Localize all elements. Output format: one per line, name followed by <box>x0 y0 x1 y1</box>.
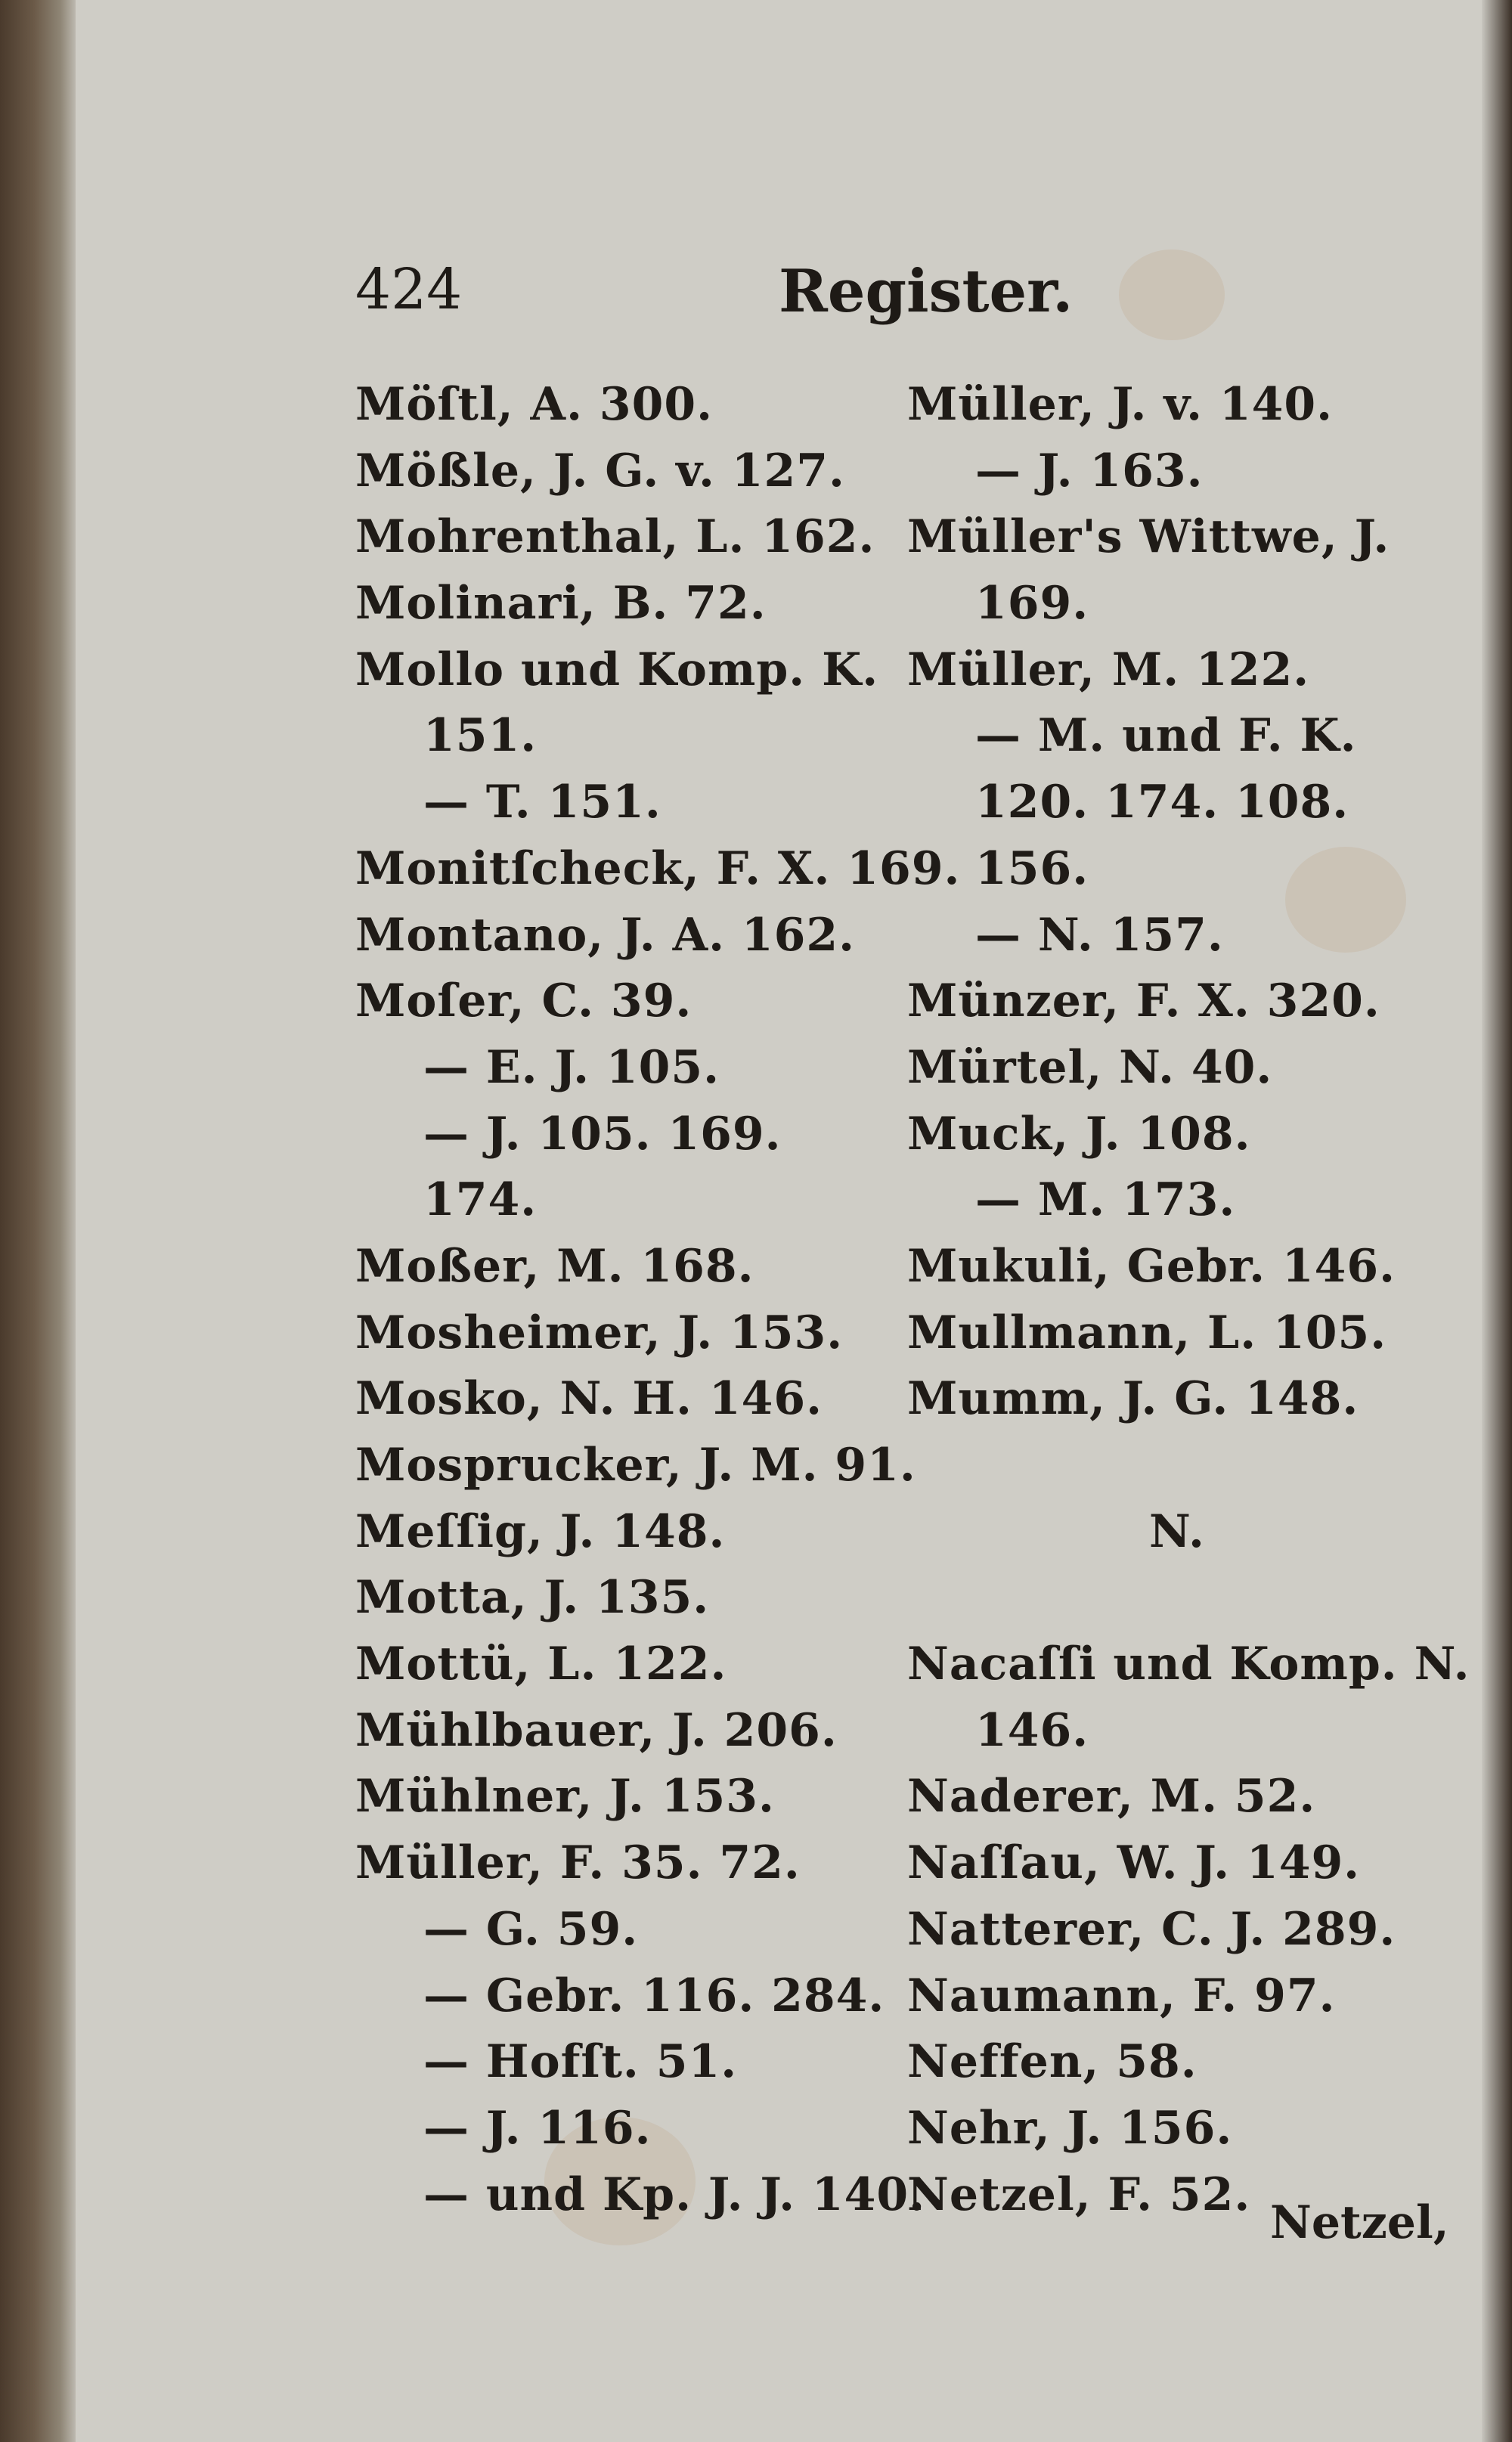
register-column-left <box>355 372 961 2228</box>
register-entry: Müller, F. 35. 72. <box>355 1836 801 1890</box>
register-entry: — G. 59. <box>423 1902 639 1956</box>
register-spacer <box>907 1565 1421 1632</box>
register-entry: 151. <box>423 709 538 763</box>
register-entry: Natterer, C. J. 289. <box>907 1902 1396 1956</box>
register-entry: Mollo und Komp. K. <box>355 643 879 696</box>
register-entry: Mößle, J. G. v. 127. <box>355 444 845 497</box>
register-entry: Müller's Wittwe, J. <box>907 510 1390 564</box>
register-entry: — Gebr. 116. 284. <box>423 1969 885 2022</box>
register-entry: 146. <box>975 1703 1089 1757</box>
register-entry: Moſer, C. 39. <box>355 975 692 1028</box>
register-entry: Naumann, F. 97. <box>907 1969 1336 2022</box>
register-entry: — N. 157. <box>975 908 1224 962</box>
book-spine-shadow <box>0 0 76 2442</box>
register-entry: Netzel, F. 52. <box>907 2168 1251 2221</box>
register-entry: Mohrenthal, L. 162. <box>355 510 875 564</box>
register-entry: Mosheimer, J. 153. <box>355 1306 844 1359</box>
register-entry: 174. <box>423 1173 538 1227</box>
register-entry: — M. 173. <box>975 1173 1236 1227</box>
register-entry: 169. <box>975 577 1089 631</box>
register-entry: Müller, M. 122. <box>907 643 1310 696</box>
register-entry: — E. J. 105. <box>423 1040 720 1094</box>
page-header <box>355 257 1414 340</box>
register-entry: 156. <box>975 841 1089 895</box>
register-entry: Nacaſſi und Komp. N. <box>907 1638 1470 1691</box>
register-entry: Münzer, F. X. 320. <box>907 975 1380 1028</box>
register-entry: Mottü, L. 122. <box>355 1638 727 1691</box>
register-entry: — M. und F. K. <box>975 709 1357 763</box>
register-entry: 120. 174. 108. <box>975 776 1349 829</box>
register-entry: Moßer, M. 168. <box>355 1239 754 1293</box>
register-column-right <box>907 372 1470 2228</box>
register-entry: — J. 163. <box>975 444 1204 497</box>
running-title: Register. <box>779 257 1074 326</box>
register-entry: Naderer, M. 52. <box>907 1770 1316 1824</box>
register-entry: Nehr, J. 156. <box>907 2101 1233 2155</box>
catchword: Netzel, <box>1270 2196 1449 2249</box>
register-entry: Mosko, N. H. 146. <box>355 1372 823 1426</box>
register-entry: Müller, J. v. 140. <box>907 378 1334 431</box>
register-entry: — Hofſt. 51. <box>423 2035 738 2089</box>
register-entry: Mühlner, J. 153. <box>355 1770 775 1824</box>
register-entry: Mukuli, Gebr. 146. <box>907 1239 1396 1293</box>
register-entry: — T. 151. <box>423 776 662 829</box>
register-spacer <box>907 1433 1421 1499</box>
register-entry: Naſſau, W. J. 149. <box>907 1836 1361 1890</box>
register-entry: Mürtel, N. 40. <box>907 1040 1273 1094</box>
register-entry: Mühlbauer, J. 206. <box>355 1703 838 1757</box>
page-edge-shadow <box>1482 0 1512 2442</box>
register-entry: — J. 105. 169. <box>423 1107 782 1161</box>
register-entry: Mumm, J. G. 148. <box>907 1372 1359 1426</box>
register-entry: Motta, J. 135. <box>355 1571 710 1625</box>
register-entry: — J. 116. <box>423 2101 652 2155</box>
register-entry: Montano, J. A. 162. <box>355 908 856 962</box>
register-entry: Mullmann, L. 105. <box>907 1306 1387 1359</box>
register-entry: Neffen, 58. <box>907 2035 1198 2089</box>
register-entry: Muck, J. 108. <box>907 1107 1251 1161</box>
section-letter: N. <box>1149 1505 1205 1558</box>
register-entry: Monitſcheck, F. X. 169. <box>355 841 961 895</box>
register-entry: Mosprucker, J. M. 91. <box>355 1439 916 1492</box>
register-entry: Molinari, B. 72. <box>355 577 767 631</box>
page-number: 424 <box>355 257 463 322</box>
register-entry: — und Kp. J. J. 140. <box>423 2168 926 2221</box>
register-entry: Meſſig, J. 148. <box>355 1505 726 1558</box>
register-entry: Möſtl, A. 300. <box>355 378 713 431</box>
